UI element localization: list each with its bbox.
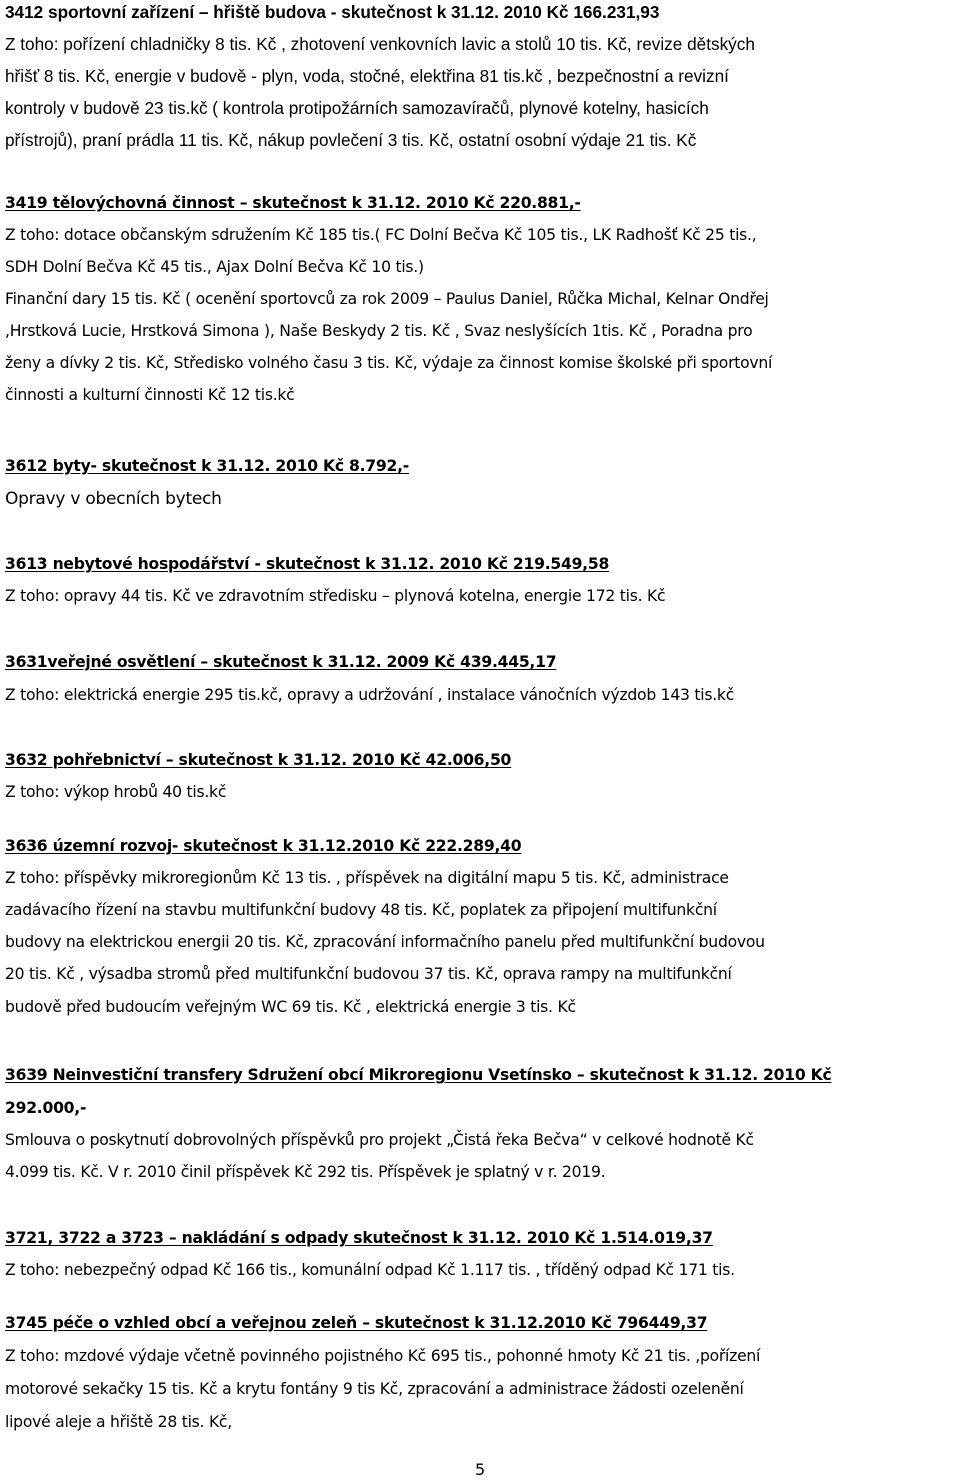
section-3745-text-line: Z toho: mzdové výdaje včetně povinného pojistného Kč 695 tis., pohonné hmoty Kč 21 tis. ,pořízení [5,1347,761,1365]
section-3419-text-line: ženy a dívky 2 tis. Kč, Středisko volného času 3 tis. Kč, výdaje za činnost komise školské při sportovní [5,354,773,372]
section-3612-text-line: Opravy v obecních bytech [5,489,222,509]
section-3419-text-line: Z toho: dotace občanským sdružením Kč 185 tis.( FC Dolní Bečva Kč 105 tis., LK Radhošť Kč 25 tis., [5,226,757,244]
section-3412-text-line: kontroly v budově 23 tis.kč ( kontrola protipožárních samozavíračů, plynové kotelny, hasicích [5,98,709,118]
section-3639-heading-amount: 292.000,- [5,1099,87,1117]
section-3419-heading: 3419 tělovýchovná činnost – skutečnost k 31.12. 2010 Kč 220.881,- [5,194,581,212]
section-3636-text-line: zadávacího řízení na stavbu multifunkční budovy 48 tis. Kč, poplatek za připojení multifunkční [5,901,717,919]
section-3632-heading: 3632 pohřebnictví – skutečnost k 31.12. 2010 Kč 42.006,50 [5,751,512,769]
section-3419-text-line: činnosti a kulturní činnosti Kč 12 tis.kč [5,386,295,404]
section-3745-text-line: lipové aleje a hřiště 28 tis. Kč, [5,1413,232,1431]
section-3613-heading: 3613 nebytové hospodářství - skutečnost k 31.12. 2010 Kč 219.549,58 [5,555,610,573]
section-3613-text-line: Z toho: opravy 44 tis. Kč ve zdravotním středisku – plynová kotelna, energie 172 tis. Kč [5,587,666,605]
section-3721-heading: 3721, 3722 a 3723 – nakládání s odpady skutečnost k 31.12. 2010 Kč 1.514.019,37 [5,1229,713,1247]
section-3745-text-line: motorové sekačky 15 tis. Kč a krytu fontány 9 tis Kč, zpracování a administrace žádosti ozelenění [5,1380,744,1398]
section-3636-text-line: budově před budoucím veřejným WC 69 tis. Kč , elektrická energie 3 tis. Kč [5,998,576,1016]
section-3419-text-line: ,Hrstková Lucie, Hrstková Simona ), Naše Beskydy 2 tis. Kč , Svaz neslyšících 1tis. Kč , Poradna pro [5,322,753,340]
section-3419-text-line: Finanční dary 15 tis. Kč ( ocenění sportovců za rok 2009 – Paulus Daniel, Růčka Michal, Kelnar Ondřej [5,290,769,308]
section-3636-text-line: 20 tis. Kč , výsadba stromů před multifunkční budovou 37 tis. Kč, oprava rampy na multifunkční [5,965,732,983]
section-3612-heading: 3612 byty- skutečnost k 31.12. 2010 Kč 8.792,- [5,457,409,475]
page-number: 5 [475,1460,486,1479]
section-3631-text-line: Z toho: elektrická energie 295 tis.kč, opravy a udržování , instalace vánočních výzdob 143 tis.kč [5,686,735,704]
section-3412-text-line: hřišť 8 tis. Kč, energie v budově - plyn, voda, stočné, elektřina 81 tis.kč , bezpečnostní a revizní [5,66,729,86]
section-3745-heading: 3745 péče o vzhled obcí a veřejnou zeleň – skutečnost k 31.12.2010 Kč 796449,37 [5,1314,708,1332]
section-3412-text-line: Z toho: pořízení chladničky 8 tis. Kč , zhotovení venkovních lavic a stolů 10 tis. Kč, revize dětských [5,34,755,54]
section-3412-heading: 3412 sportovní zařízení – hřiště budova - skutečnost k 31.12. 2010 Kč 166.231,93 [5,2,660,22]
section-3721-text-line: Z toho: nebezpečný odpad Kč 166 tis., komunální odpad Kč 1.117 tis. , tříděný odpad Kč 171 tis. [5,1261,735,1279]
section-3412-text-line: přístrojů), praní prádla 11 tis. Kč, nákup povlečení 3 tis. Kč, ostatní osobní výdaje 21 tis. Kč [5,130,697,150]
section-3631-heading: 3631veřejné osvětlení – skutečnost k 31.12. 2009 Kč 439.445,17 [5,653,557,671]
section-3639-heading: 3639 Neinvestiční transfery Sdružení obcí Mikroregionu Vsetínsko – skutečnost k 31.12. 2010 Kč [5,1066,832,1084]
section-3639-text-line: 4.099 tis. Kč. V r. 2010 činil příspěvek Kč 292 tis. Příspěvek je splatný v r. 2019. [5,1163,606,1181]
section-3632-text-line: Z toho: výkop hrobů 40 tis.kč [5,783,227,801]
section-3636-text-line: budovy na elektrickou energii 20 tis. Kč, zpracování informačního panelu před multifunkční budovou [5,933,765,951]
section-3639-text-line: Smlouva o poskytnutí dobrovolných příspěvků pro projekt „Čistá řeka Bečva“ v celkové hodnotě Kč [5,1131,754,1149]
section-3419-text-line: SDH Dolní Bečva Kč 45 tis., Ajax Dolní Bečva Kč 10 tis.) [5,258,424,276]
section-3636-heading: 3636 územní rozvoj- skutečnost k 31.12.2010 Kč 222.289,40 [5,837,522,855]
section-3636-text-line: Z toho: příspěvky mikroregionům Kč 13 tis. , příspěvek na digitální mapu 5 tis. Kč, administrace [5,869,729,887]
